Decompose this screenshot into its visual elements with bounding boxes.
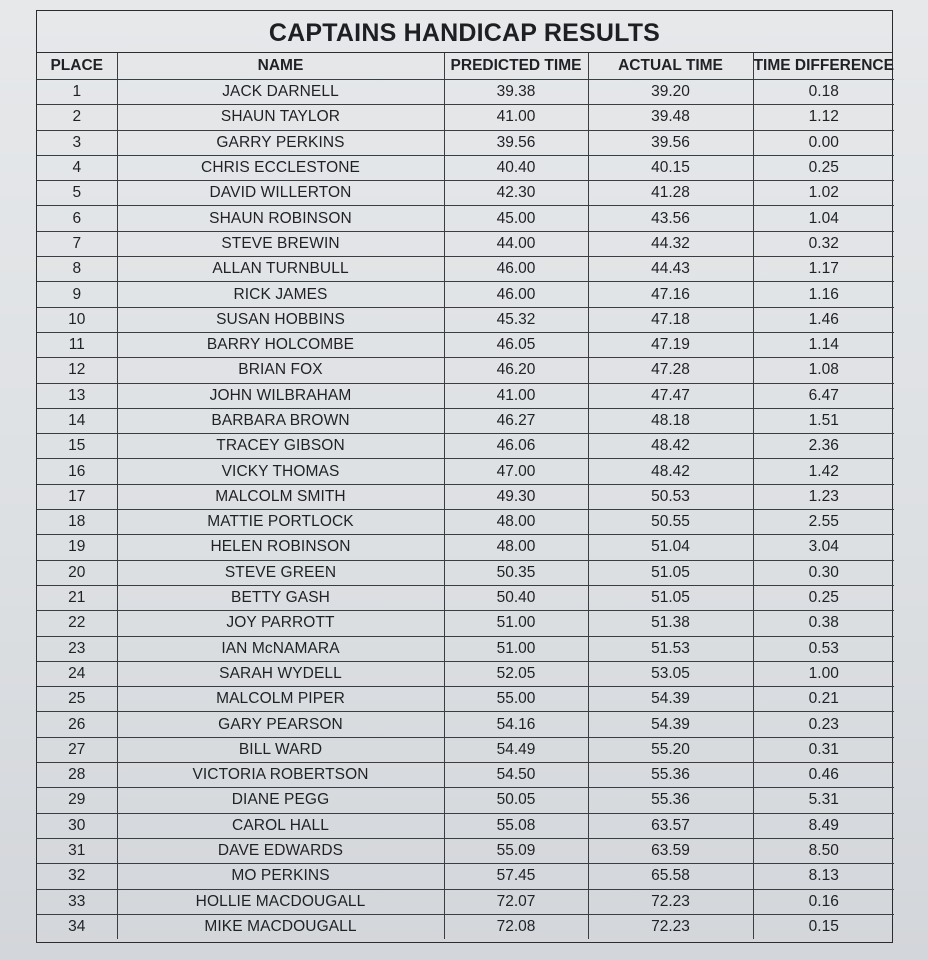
table-row	[37, 231, 894, 256]
table-row	[37, 80, 894, 105]
column-header-name: NAME	[117, 53, 444, 80]
table-row	[37, 459, 894, 484]
predicted-time-cell: 46.06	[444, 434, 588, 459]
name-cell: SARAH WYDELL	[117, 661, 444, 686]
actual-time-cell: 48.18	[588, 408, 753, 433]
predicted-time-cell: 47.00	[444, 459, 588, 484]
actual-time-cell: 55.20	[588, 737, 753, 762]
time-difference-cell: 0.23	[753, 712, 894, 737]
table-row	[37, 838, 894, 863]
place-cell: 14	[37, 408, 117, 433]
time-difference-cell: 1.17	[753, 257, 894, 282]
time-difference-cell: 1.12	[753, 105, 894, 130]
place-cell: 22	[37, 611, 117, 636]
table-row	[37, 611, 894, 636]
name-cell: GARY PEARSON	[117, 712, 444, 737]
time-difference-cell: 0.21	[753, 687, 894, 712]
predicted-time-cell: 46.00	[444, 282, 588, 307]
place-cell: 4	[37, 155, 117, 180]
time-difference-cell: 1.23	[753, 484, 894, 509]
predicted-time-cell: 45.32	[444, 307, 588, 332]
table-row	[37, 484, 894, 509]
name-cell: HELEN ROBINSON	[117, 535, 444, 560]
time-difference-cell: 0.00	[753, 130, 894, 155]
actual-time-cell: 48.42	[588, 459, 753, 484]
table-row	[37, 408, 894, 433]
actual-time-cell: 47.19	[588, 332, 753, 357]
results-body	[37, 80, 894, 940]
place-cell: 30	[37, 813, 117, 838]
column-header-time-difference: TIME DIFFERENCE	[753, 53, 894, 80]
time-difference-cell: 1.46	[753, 307, 894, 332]
place-cell: 25	[37, 687, 117, 712]
actual-time-cell: 39.48	[588, 105, 753, 130]
actual-time-cell: 47.18	[588, 307, 753, 332]
place-cell: 24	[37, 661, 117, 686]
place-cell: 19	[37, 535, 117, 560]
time-difference-cell: 1.51	[753, 408, 894, 433]
actual-time-cell: 54.39	[588, 712, 753, 737]
actual-time-cell: 39.20	[588, 80, 753, 105]
time-difference-cell: 3.04	[753, 535, 894, 560]
place-cell: 27	[37, 737, 117, 762]
actual-time-cell: 44.32	[588, 231, 753, 256]
predicted-time-cell: 55.00	[444, 687, 588, 712]
place-cell: 29	[37, 788, 117, 813]
name-cell: HOLLIE MACDOUGALL	[117, 889, 444, 914]
time-difference-cell: 1.00	[753, 661, 894, 686]
predicted-time-cell: 48.00	[444, 535, 588, 560]
name-cell: CHRIS ECCLESTONE	[117, 155, 444, 180]
table-row	[37, 661, 894, 686]
time-difference-cell: 0.30	[753, 560, 894, 585]
time-difference-cell: 0.16	[753, 889, 894, 914]
actual-time-cell: 51.38	[588, 611, 753, 636]
time-difference-cell: 0.31	[753, 737, 894, 762]
predicted-time-cell: 45.00	[444, 206, 588, 231]
place-cell: 12	[37, 358, 117, 383]
place-cell: 21	[37, 585, 117, 610]
actual-time-cell: 40.15	[588, 155, 753, 180]
actual-time-cell: 51.53	[588, 636, 753, 661]
time-difference-cell: 0.15	[753, 914, 894, 939]
actual-time-cell: 48.42	[588, 434, 753, 459]
actual-time-cell: 51.05	[588, 560, 753, 585]
actual-time-cell: 72.23	[588, 914, 753, 939]
name-cell: IAN McNAMARA	[117, 636, 444, 661]
column-header-predicted-time: PREDICTED TIME	[444, 53, 588, 80]
time-difference-cell: 1.14	[753, 332, 894, 357]
time-difference-cell: 2.55	[753, 510, 894, 535]
place-cell: 28	[37, 763, 117, 788]
actual-time-cell: 47.28	[588, 358, 753, 383]
predicted-time-cell: 51.00	[444, 611, 588, 636]
actual-time-cell: 54.39	[588, 687, 753, 712]
name-cell: BETTY GASH	[117, 585, 444, 610]
time-difference-cell: 1.08	[753, 358, 894, 383]
table-row	[37, 383, 894, 408]
time-difference-cell: 1.04	[753, 206, 894, 231]
predicted-time-cell: 42.30	[444, 181, 588, 206]
name-cell: DAVE EDWARDS	[117, 838, 444, 863]
time-difference-cell: 8.13	[753, 864, 894, 889]
place-cell: 26	[37, 712, 117, 737]
actual-time-cell: 50.53	[588, 484, 753, 509]
name-cell: MO PERKINS	[117, 864, 444, 889]
actual-time-cell: 53.05	[588, 661, 753, 686]
place-cell: 34	[37, 914, 117, 939]
name-cell: BILL WARD	[117, 737, 444, 762]
name-cell: STEVE BREWIN	[117, 231, 444, 256]
name-cell: DIANE PEGG	[117, 788, 444, 813]
actual-time-cell: 47.16	[588, 282, 753, 307]
predicted-time-cell: 44.00	[444, 231, 588, 256]
predicted-time-cell: 51.00	[444, 636, 588, 661]
time-difference-cell: 0.38	[753, 611, 894, 636]
place-cell: 11	[37, 332, 117, 357]
name-cell: MALCOLM PIPER	[117, 687, 444, 712]
predicted-time-cell: 46.00	[444, 257, 588, 282]
name-cell: CAROL HALL	[117, 813, 444, 838]
table-row	[37, 358, 894, 383]
predicted-time-cell: 55.09	[444, 838, 588, 863]
actual-time-cell: 72.23	[588, 889, 753, 914]
name-cell: RICK JAMES	[117, 282, 444, 307]
name-cell: VICTORIA ROBERTSON	[117, 763, 444, 788]
table-row	[37, 560, 894, 585]
results-table	[37, 53, 894, 939]
table-row	[37, 585, 894, 610]
table-row	[37, 307, 894, 332]
time-difference-cell: 0.53	[753, 636, 894, 661]
table-row	[37, 434, 894, 459]
predicted-time-cell: 48.00	[444, 510, 588, 535]
name-cell: JOHN WILBRAHAM	[117, 383, 444, 408]
place-cell: 33	[37, 889, 117, 914]
actual-time-cell: 47.47	[588, 383, 753, 408]
predicted-time-cell: 54.49	[444, 737, 588, 762]
predicted-time-cell: 41.00	[444, 105, 588, 130]
name-cell: ALLAN TURNBULL	[117, 257, 444, 282]
place-cell: 3	[37, 130, 117, 155]
predicted-time-cell: 72.07	[444, 889, 588, 914]
actual-time-cell: 51.05	[588, 585, 753, 610]
predicted-time-cell: 40.40	[444, 155, 588, 180]
actual-time-cell: 41.28	[588, 181, 753, 206]
name-cell: SHAUN ROBINSON	[117, 206, 444, 231]
place-cell: 32	[37, 864, 117, 889]
name-cell: STEVE GREEN	[117, 560, 444, 585]
name-cell: DAVID WILLERTON	[117, 181, 444, 206]
table-row	[37, 105, 894, 130]
actual-time-cell: 51.04	[588, 535, 753, 560]
time-difference-cell: 0.25	[753, 585, 894, 610]
actual-time-cell: 50.55	[588, 510, 753, 535]
predicted-time-cell: 46.05	[444, 332, 588, 357]
table-row	[37, 864, 894, 889]
actual-time-cell: 44.43	[588, 257, 753, 282]
actual-time-cell: 63.59	[588, 838, 753, 863]
place-cell: 13	[37, 383, 117, 408]
time-difference-cell: 0.18	[753, 80, 894, 105]
time-difference-cell: 1.02	[753, 181, 894, 206]
place-cell: 23	[37, 636, 117, 661]
column-header-actual-time: ACTUAL TIME	[588, 53, 753, 80]
time-difference-cell: 0.32	[753, 231, 894, 256]
header-row	[37, 53, 894, 80]
place-cell: 10	[37, 307, 117, 332]
predicted-time-cell: 41.00	[444, 383, 588, 408]
page-title: CAPTAINS HANDICAP RESULTS	[37, 11, 892, 53]
table-row	[37, 257, 894, 282]
table-row	[37, 914, 894, 939]
place-cell: 18	[37, 510, 117, 535]
results-sheet	[36, 10, 893, 943]
table-row	[37, 282, 894, 307]
predicted-time-cell: 39.38	[444, 80, 588, 105]
time-difference-cell: 6.47	[753, 383, 894, 408]
actual-time-cell: 43.56	[588, 206, 753, 231]
table-row	[37, 155, 894, 180]
place-cell: 31	[37, 838, 117, 863]
actual-time-cell: 65.58	[588, 864, 753, 889]
place-cell: 9	[37, 282, 117, 307]
predicted-time-cell: 39.56	[444, 130, 588, 155]
table-row	[37, 712, 894, 737]
table-row	[37, 130, 894, 155]
place-cell: 1	[37, 80, 117, 105]
name-cell: BARRY HOLCOMBE	[117, 332, 444, 357]
actual-time-cell: 39.56	[588, 130, 753, 155]
time-difference-cell: 1.16	[753, 282, 894, 307]
place-cell: 8	[37, 257, 117, 282]
place-cell: 5	[37, 181, 117, 206]
predicted-time-cell: 52.05	[444, 661, 588, 686]
predicted-time-cell: 46.20	[444, 358, 588, 383]
name-cell: JACK DARNELL	[117, 80, 444, 105]
name-cell: VICKY THOMAS	[117, 459, 444, 484]
table-row	[37, 813, 894, 838]
predicted-time-cell: 50.40	[444, 585, 588, 610]
table-row	[37, 636, 894, 661]
table-row	[37, 737, 894, 762]
name-cell: TRACEY GIBSON	[117, 434, 444, 459]
time-difference-cell: 0.46	[753, 763, 894, 788]
name-cell: MIKE MACDOUGALL	[117, 914, 444, 939]
table-row	[37, 788, 894, 813]
place-cell: 2	[37, 105, 117, 130]
time-difference-cell: 5.31	[753, 788, 894, 813]
predicted-time-cell: 57.45	[444, 864, 588, 889]
table-row	[37, 687, 894, 712]
predicted-time-cell: 54.16	[444, 712, 588, 737]
actual-time-cell: 55.36	[588, 788, 753, 813]
actual-time-cell: 55.36	[588, 763, 753, 788]
table-row	[37, 763, 894, 788]
name-cell: MATTIE PORTLOCK	[117, 510, 444, 535]
time-difference-cell: 8.50	[753, 838, 894, 863]
name-cell: SUSAN HOBBINS	[117, 307, 444, 332]
place-cell: 20	[37, 560, 117, 585]
name-cell: GARRY PERKINS	[117, 130, 444, 155]
table-row	[37, 535, 894, 560]
actual-time-cell: 63.57	[588, 813, 753, 838]
time-difference-cell: 0.25	[753, 155, 894, 180]
place-cell: 7	[37, 231, 117, 256]
table-row	[37, 206, 894, 231]
predicted-time-cell: 54.50	[444, 763, 588, 788]
place-cell: 16	[37, 459, 117, 484]
table-row	[37, 889, 894, 914]
predicted-time-cell: 50.05	[444, 788, 588, 813]
time-difference-cell: 8.49	[753, 813, 894, 838]
name-cell: BRIAN FOX	[117, 358, 444, 383]
time-difference-cell: 1.42	[753, 459, 894, 484]
name-cell: MALCOLM SMITH	[117, 484, 444, 509]
table-row	[37, 181, 894, 206]
name-cell: BARBARA BROWN	[117, 408, 444, 433]
column-header-place: PLACE	[37, 53, 117, 80]
predicted-time-cell: 49.30	[444, 484, 588, 509]
place-cell: 6	[37, 206, 117, 231]
place-cell: 17	[37, 484, 117, 509]
time-difference-cell: 2.36	[753, 434, 894, 459]
predicted-time-cell: 50.35	[444, 560, 588, 585]
table-row	[37, 510, 894, 535]
place-cell: 15	[37, 434, 117, 459]
predicted-time-cell: 46.27	[444, 408, 588, 433]
predicted-time-cell: 72.08	[444, 914, 588, 939]
name-cell: JOY PARROTT	[117, 611, 444, 636]
table-row	[37, 332, 894, 357]
predicted-time-cell: 55.08	[444, 813, 588, 838]
name-cell: SHAUN TAYLOR	[117, 105, 444, 130]
